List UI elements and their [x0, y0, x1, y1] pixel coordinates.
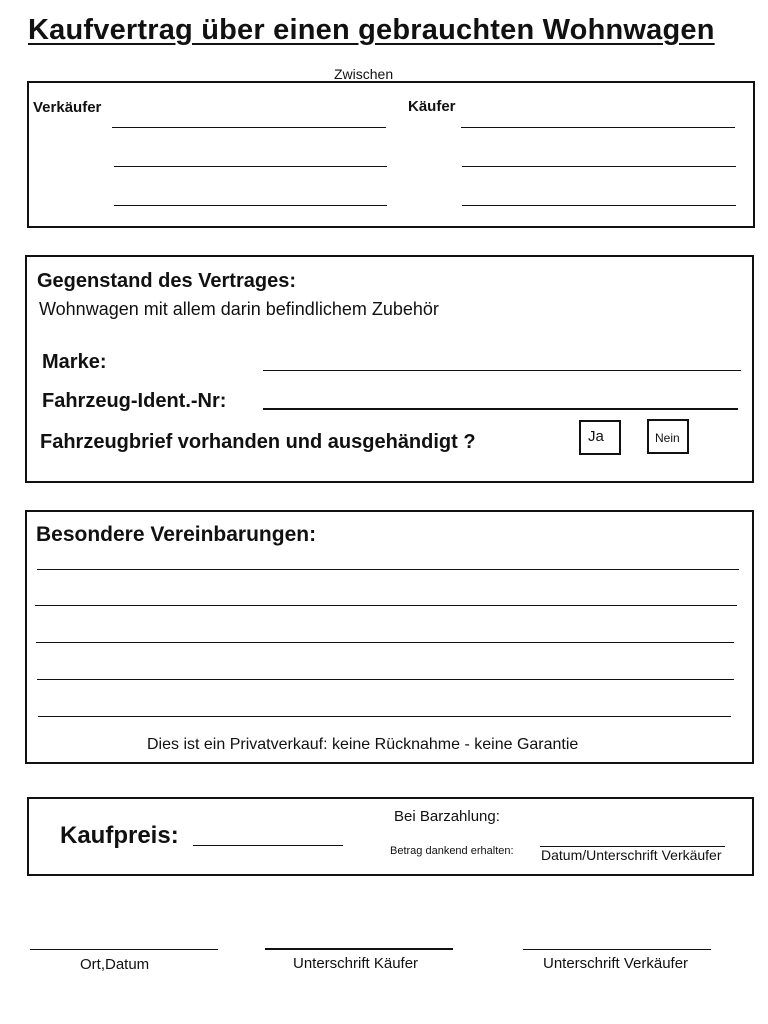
agreement-line-5[interactable] [38, 716, 731, 717]
agreement-line-3[interactable] [36, 642, 734, 643]
buyer-signature-caption: Unterschrift Käufer [293, 955, 419, 972]
brand-field[interactable] [263, 370, 741, 371]
seller-signature-caption: Unterschrift Verkäufer [543, 955, 689, 972]
buyer-line-3[interactable] [462, 205, 736, 206]
vin-label: Fahrzeug-Ident.-Nr: [42, 390, 227, 412]
buyer-line-1[interactable] [461, 127, 735, 128]
agreement-line-2[interactable] [35, 605, 737, 606]
private-sale-notice: Dies ist ein Privatverkauf: keine Rücknahme - keine Garantie [147, 736, 579, 753]
buyer-signature-field[interactable] [265, 948, 453, 950]
yes-checkbox[interactable] [579, 420, 621, 455]
price-label: Kaufpreis: [60, 822, 179, 849]
no-checkbox[interactable] [647, 419, 689, 454]
agreement-line-4[interactable] [37, 679, 734, 680]
agreements-section [25, 510, 754, 764]
subject-heading: Gegenstand des Vertrages: [37, 270, 296, 292]
amount-received-text: Betrag dankend erhalten: [390, 845, 514, 857]
agreement-line-1[interactable] [37, 569, 739, 570]
place-date-caption: Ort,Datum [80, 956, 150, 973]
subject-description: Wohnwagen mit allem darin befindlichem Zubehör [39, 299, 439, 319]
brand-label: Marke: [42, 351, 107, 373]
seller-line-3[interactable] [114, 205, 387, 206]
between-label: Zwischen [334, 66, 394, 82]
seller-receipt-signature-caption: Datum/Unterschrift Verkäufer [541, 847, 722, 863]
cash-heading: Bei Barzahlung: [394, 808, 500, 825]
no-checkbox-label: Nein [655, 431, 680, 445]
registration-question: Fahrzeugbrief vorhanden und ausgehändigt ? [40, 431, 476, 453]
buyer-label: Käufer [408, 98, 456, 115]
seller-line-1[interactable] [112, 127, 386, 128]
document-title: Kaufvertrag über einen gebrauchten Wohnwagen [28, 14, 715, 46]
place-date-field[interactable] [30, 949, 218, 950]
price-field[interactable] [193, 845, 343, 846]
vin-field[interactable] [263, 408, 738, 410]
yes-checkbox-label: Ja [588, 428, 604, 445]
buyer-line-2[interactable] [462, 166, 736, 167]
seller-line-2[interactable] [114, 166, 387, 167]
agreements-heading: Besondere Vereinbarungen: [36, 523, 317, 546]
seller-signature-field[interactable] [523, 949, 711, 950]
seller-label: Verkäufer [33, 99, 102, 116]
